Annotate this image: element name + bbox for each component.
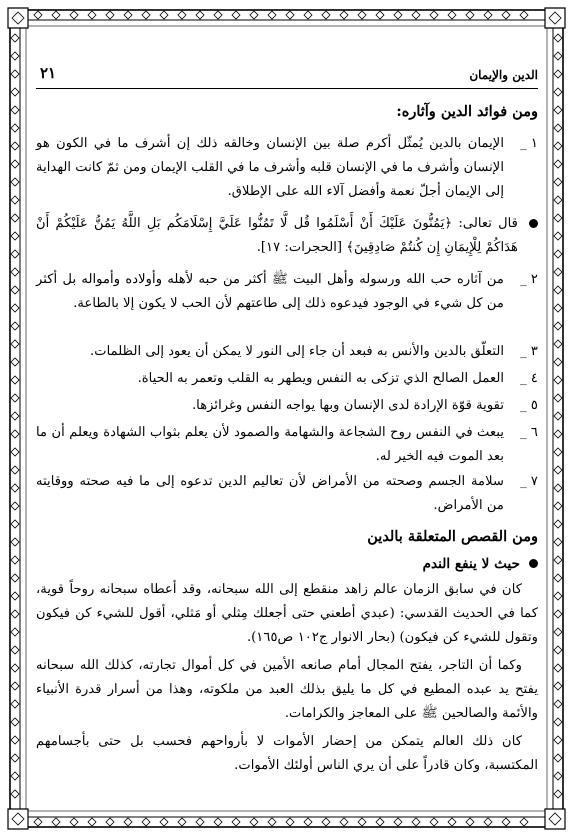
page-content xyxy=(36,58,538,818)
item-text: العمل الصالح الذي تزكى به النفس ويطهر به القلب وتعمر به الحياة. xyxy=(137,371,504,386)
page-number: ٢١ xyxy=(40,64,57,82)
list-item xyxy=(36,268,538,340)
bullet-icon xyxy=(529,219,538,228)
item-text: قال تعالى: ﴿يَمُنُّونَ عَلَيْكَ أَنْ أَسْلَمُوا قُل لَّا تَمُنُّوا عَلَيَّ إِسْلَامَكُم بَلِ اللَّهُ يَمُنُّ عَلَيْكُمْ أَنْ هَدَاكُمْ لِلْإِيمَانِ إِن كُنتُمْ صَادِقِينَ﴾ [الحجرات: ١٧]. xyxy=(36,216,518,255)
item-number: ١ _ xyxy=(520,136,538,151)
story-title-text: حيث لا ينفع الندم xyxy=(422,556,520,572)
list-item xyxy=(36,367,538,391)
story-title xyxy=(36,552,538,576)
item-text: تقوية قوّة الإرادة لدى الإنسان وبها يواجه النفس وغرائزها. xyxy=(191,398,504,413)
section-heading-benefits: ومن فوائد الدين وآثاره: xyxy=(396,103,538,120)
item-number: ٤ _ xyxy=(520,371,538,386)
item-number: ٢ _ xyxy=(520,272,538,287)
item-text: سلامة الجسم وصحته من الأمراض لأن تعاليم الدين تدعوه إلى ما فيه صحته ووقايته من الأمراض. xyxy=(36,474,504,513)
item-number: ٧ _ xyxy=(520,474,538,489)
bullet-icon xyxy=(529,559,538,568)
header-title: الدين والإيمان xyxy=(469,68,538,82)
story-paragraph: وكما أن التاجر، يفتح المجال أمام صانعه الأمين في كل أموال تجارته، كذلك الله سبحانه يفتح يد عبده المطيع في كل ما يليق بذلك العبد من ملكوته، وهذا من أسرار قدرة الأنبياء والأئمة والصالحين ﷺ على المعاجز والكرامات. xyxy=(36,658,538,721)
item-number: ٥ _ xyxy=(520,398,538,413)
list-item xyxy=(36,340,538,364)
item-number: ٦ _ xyxy=(520,425,538,440)
list-item-quran xyxy=(36,212,538,260)
section-heading-stories: ومن القصص المتعلقة بالدين xyxy=(367,528,538,545)
running-header xyxy=(36,64,538,89)
list-item xyxy=(36,132,538,204)
list-item xyxy=(36,421,538,469)
item-text: يبعث في النفس روح الشجاعة والشهامة والصمود لأن يعلم بثواب الشهادة ويعلم أن ما بعد الموت فيه الخير له. xyxy=(36,425,504,464)
list-item xyxy=(36,394,538,418)
item-number: ٣ _ xyxy=(520,344,538,359)
story-paragraph: كان ذلك العالم يتمكن من إحضار الأموات لا بأرواحهم فحسب بل حتى بأجسامهم المكتسبة، وكان قادراً على أن يري الناس أولئك الأموات. xyxy=(36,734,538,773)
story-paragraph: كان في سابق الزمان عالم زاهد منقطع إلى الله سبحانه، وقد أعطاه سبحانه روحاً قوية، كما في الحديث القدسي: (عبدي أطعني حتى أجعلك مِثلي أو مَثلي، أقول للشيء كن فيكون وتقول للشيء كن فيكون) (بحار الانوار ج١٠٢ ص١٦٥). xyxy=(36,582,538,645)
item-text: التعلّق بالدين والأنس به فبعد أن جاء إلى النور لا يمكن أن يعود إلى الظلمات. xyxy=(90,344,504,359)
item-text: الإيمان بالدين يُمثّل أكرم صلة بين الإنسان وخالقه ذلك إن أشرف ما في الكون هو الإنسان وأشرف ما في الإنسان قلبه وأشرف ما في القلب الإيمان ومن ثمّ كانت الهداية إلى الإيمان أجلّ نعمة وأفضل آلاء الله على الإطلاق. xyxy=(36,136,504,199)
item-text: من آثاره حب الله ورسوله وأهل البيت ﷺ أكثر من حبه لأهله وأولاده وأمواله بل أكثر من كل شيء في الوجود فيدعوه ذلك إلى طاعتهم لأن الحب لا يكون إلا بالطاعة. xyxy=(36,272,504,311)
list-item xyxy=(36,470,538,518)
